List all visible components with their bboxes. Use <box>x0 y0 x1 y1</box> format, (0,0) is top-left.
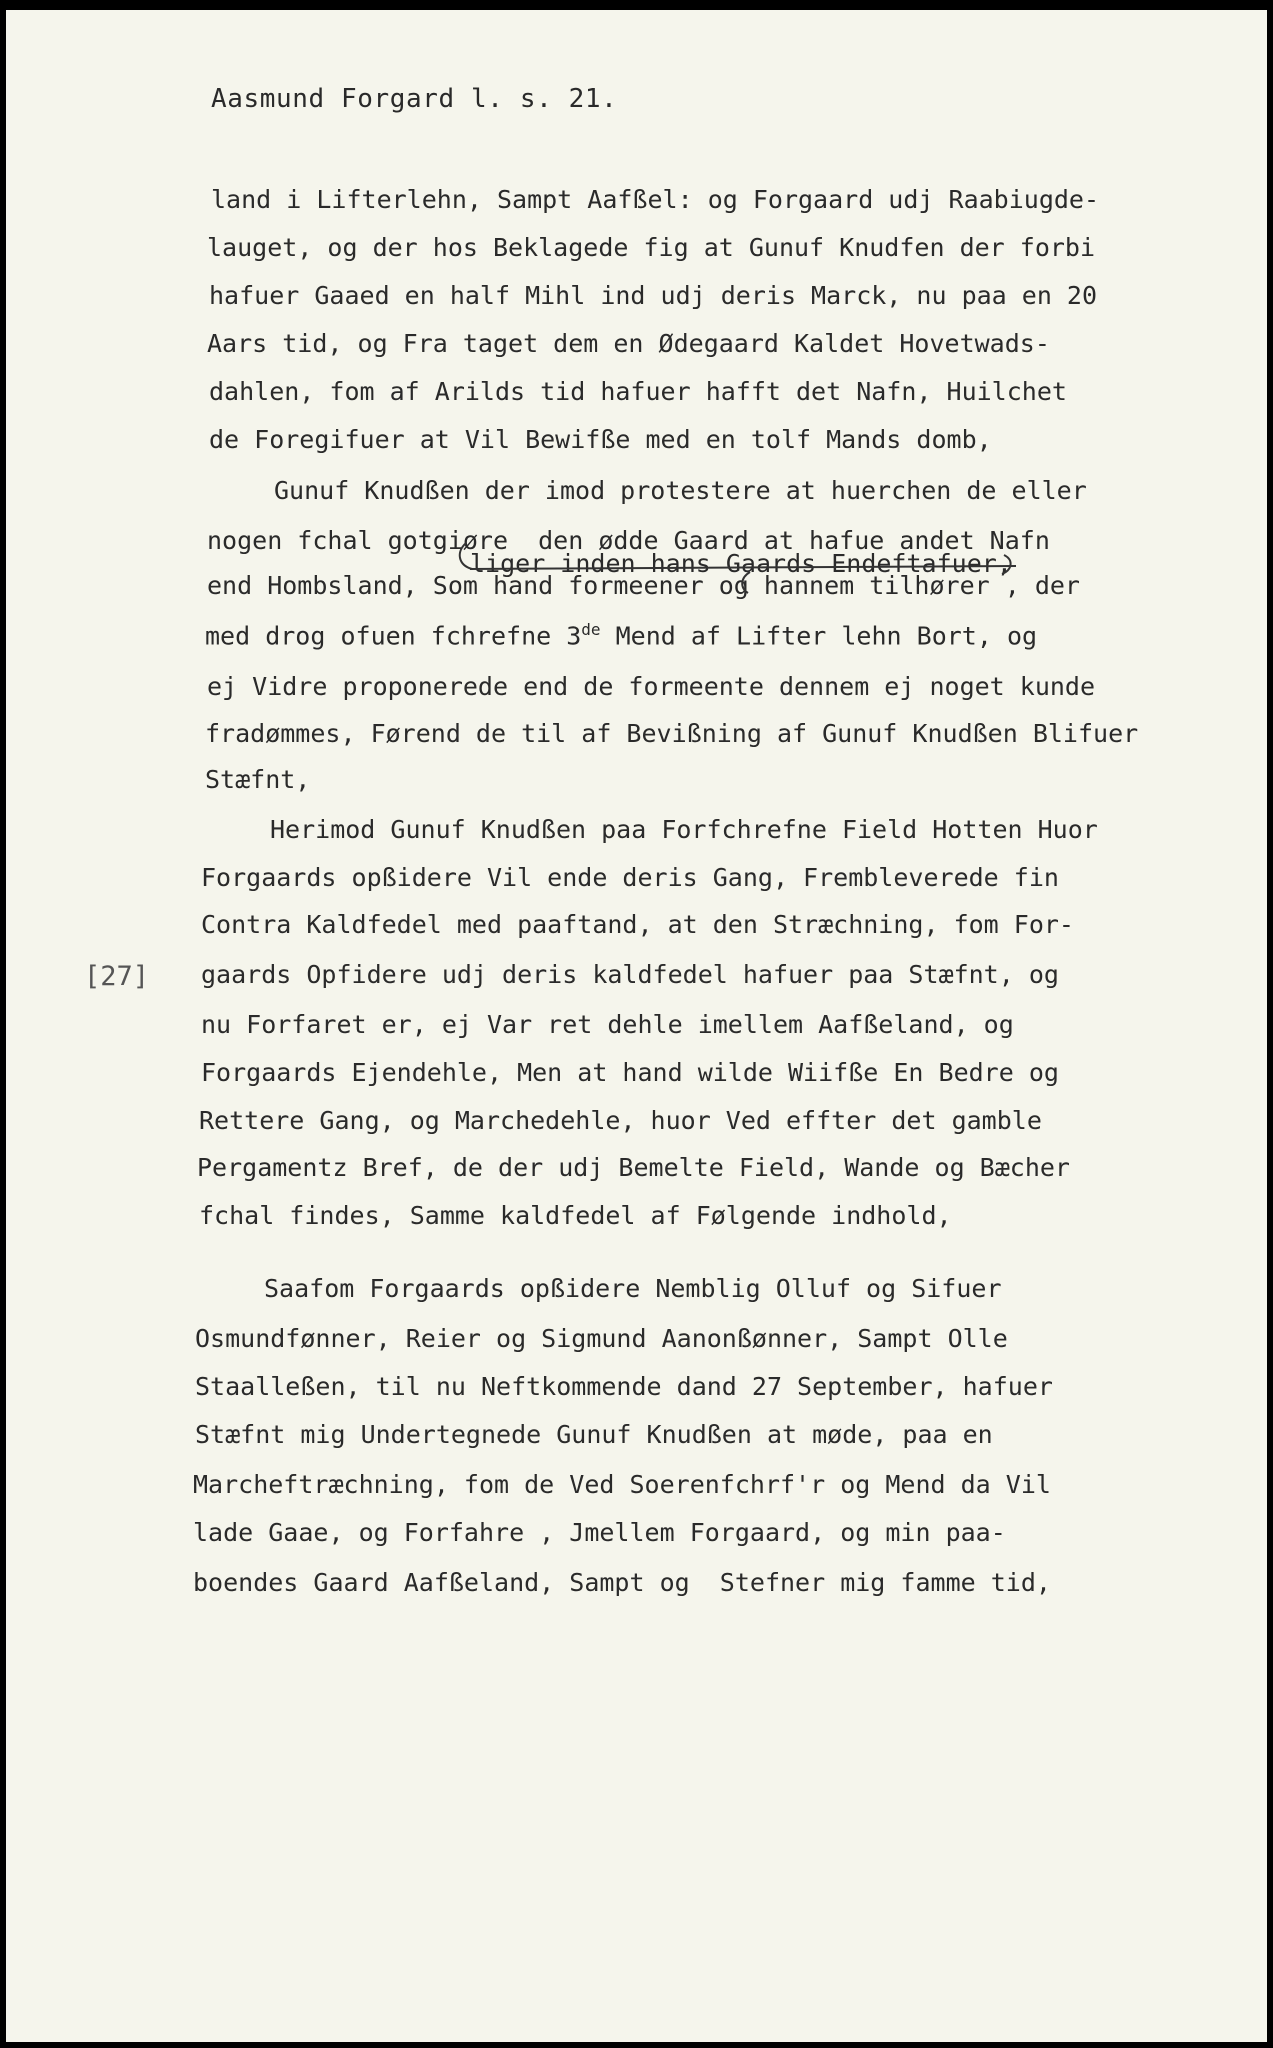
text-line: land i Lifterlehn, Sampt Aafßel: og Forgaard udj Raabiugde- <box>211 185 1100 214</box>
text-line: med drog ofuen fchrefne 3de Mend af Lifter lehn Bort, og <box>205 620 1038 651</box>
text-line: lade Gaae, og Forfahre , Jmellem Forgaard, og min paa- <box>193 1518 1006 1547</box>
text-line: Stæfnt mig Undertegnede Gunuf Knudßen at møde, paa en <box>195 1420 993 1449</box>
text-line: Contra Kaldfedel med paaftand, at den Stræchning, fom For- <box>201 910 1074 939</box>
text-line: nogen fchal gotgiøre den ødde Gaard at hafue andet Nafn <box>207 526 1050 555</box>
text-line: Forgaards opßidere Vil ende deris Gang, Fremblеverede fin <box>201 863 1059 892</box>
text-line: Aars tid, og Fra taget dem en Ødegaard Kaldet Hovetwads- <box>207 329 1050 358</box>
page-header: Aasmund Forgard l. s. 21. <box>211 84 618 114</box>
text-line: Forgaards Ejendehle, Men at hand wilde Wiifße En Bedre og <box>201 1058 1059 1087</box>
text-line: end Hombsland, Som hand formeener og hannem tilhører , der <box>207 571 1080 600</box>
text-line: Osmundfønner, Reier og Sigmund Aanonßønner, Sampt Olle <box>195 1324 1008 1353</box>
text-line: boendes Gaard Aafßeland, Sampt og Stefner mig famme tid, <box>193 1568 1051 1597</box>
text-line: fchal findes, Samme kaldfedel af Følgende indhold, <box>199 1201 952 1230</box>
interlinear-insertion: liger inden hans Gaards Endeftafuer, <box>470 549 1012 578</box>
text-line: Herimod Gunuf Knudßen paa Forfchrefne Field Hotten Huor <box>270 815 1098 844</box>
text-line: Staalleßen, til nu Neftkommende dand 27 September, hafuer <box>195 1372 1053 1401</box>
margin-note: [27] <box>84 961 150 992</box>
text-line: de Foregifuer at Vil Bewifße med en tolf Mands domb, <box>209 425 992 454</box>
text-line: hafuer Gaaed en half Mihl ind udj deris Marck, nu paa en 20 <box>209 281 1098 310</box>
text-line: dahlen, fom af Arilds tid hafuer hafft det Nafn, Huilchet <box>209 377 1067 406</box>
text-line: Marcheftræchning, fom de Ved Soerenfchrf'r og Mend da Vil <box>193 1470 1051 1499</box>
text-line: Pergamentz Bref, de der udj Bemelte Field, Wande og Bæcher <box>197 1153 1070 1182</box>
text-line: Stæfnt, <box>205 765 311 794</box>
text-line: nu Forfaret er, ej Var ret dehle imellem Aafßeland, og <box>201 1010 1014 1039</box>
text-line: lauget, og der hos Beklagede fig at Gunuf Knudfen der forbi <box>207 233 1096 262</box>
document-page <box>6 10 1267 2042</box>
text-line: Gunuf Knudßen der imod protestere at huerchen de eller <box>274 476 1087 505</box>
text-line: Saafom Forgaards opßidere Nemblig Olluf og Sifuer <box>264 1274 1002 1303</box>
text-line: fradømmes, Førend de til af Bevißning af Gunuf Knudßen Blifuer <box>205 719 1139 748</box>
text-line: ej Vidre proponerede end de formeente dennem ej noget kunde <box>207 672 1096 701</box>
text-line: gaards Opfidere udj deris kaldfedel hafuer paa Stæfnt, og <box>201 960 1059 989</box>
text-line: Rettere Gang, og Marchedehle, huor Ved effter det gamble <box>199 1106 1042 1135</box>
